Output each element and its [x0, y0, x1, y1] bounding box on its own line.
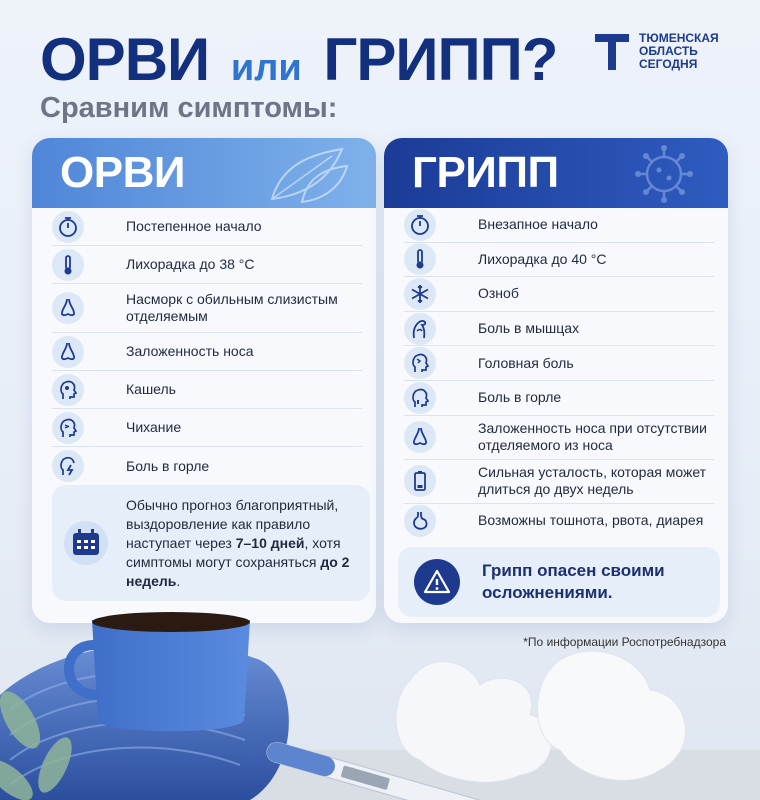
list-item	[52, 371, 362, 409]
symptom-text: Насморк с обильным слизистым отделяемым	[126, 291, 338, 324]
coffee-cup	[92, 620, 250, 731]
logo-text	[639, 32, 719, 71]
brand-logo	[595, 32, 719, 71]
list-item	[404, 277, 714, 312]
list-item	[404, 504, 714, 539]
stomach-icon	[404, 505, 436, 537]
orvi-card-title	[32, 138, 376, 208]
symptom-text: Лихорадка до 40 °C	[478, 250, 607, 267]
title-or: или	[230, 47, 302, 89]
list-item	[404, 312, 714, 347]
calendar-icon	[64, 521, 108, 565]
nose-icon	[52, 292, 84, 324]
page-title	[40, 28, 557, 100]
symptom-text: Головная боль	[478, 354, 574, 371]
list-item	[52, 208, 362, 246]
symptom-text: Заложенность носа	[126, 343, 254, 359]
orvi-symptom-list	[32, 208, 376, 485]
orvi-prognosis-note	[52, 485, 370, 601]
symptom-text: Чихание	[126, 419, 182, 435]
symptom-text: Сильная усталость, которая может длиться до двух недель	[478, 464, 707, 498]
orvi-note-text	[126, 496, 370, 591]
list-item	[404, 460, 714, 504]
title-orvi: ОРВИ	[40, 26, 210, 93]
symptom-text: Постепенное начало	[126, 218, 262, 234]
logo-line-3: СЕГОДНЯ	[639, 57, 698, 71]
list-item	[404, 346, 714, 381]
logo-line-2: ОБЛАСТЬ	[639, 44, 698, 58]
snowflake-icon	[404, 278, 436, 310]
thermometer-icon	[52, 249, 84, 281]
symptom-text: Лихорадка до 38 °C	[126, 256, 255, 272]
logo-t-icon	[595, 34, 631, 70]
virus-decoration-icon	[614, 144, 704, 204]
thermometer-icon	[404, 243, 436, 275]
note-part: , хотя симптомы могут сохраняться	[126, 534, 341, 570]
stopwatch-icon	[404, 209, 436, 241]
list-item	[52, 333, 362, 371]
warning-icon	[414, 559, 460, 605]
symptom-text: Озноб	[478, 285, 519, 302]
note-part: .	[176, 572, 181, 589]
battery-icon	[404, 465, 436, 497]
leaf-decoration-icon	[262, 144, 352, 204]
gripp-card	[384, 138, 728, 623]
symptom-text: Боль в мышцах	[478, 320, 580, 337]
symptom-text: Заложенность носа при отсутствии отделяемого из носа	[478, 420, 707, 454]
gripp-title-text: ГРИПП	[412, 148, 559, 197]
logo-line-1: ТЮМЕНСКАЯ	[639, 31, 719, 45]
symptom-text: Внезапное начало	[478, 216, 598, 233]
sore-throat-icon	[52, 450, 84, 482]
warning-text: Грипп опасен своими осложнениями.	[482, 561, 665, 602]
list-item	[404, 243, 714, 278]
list-item	[52, 409, 362, 447]
note-duration-bold: до 2 недель	[126, 553, 350, 589]
nose-icon	[52, 336, 84, 368]
symptom-text: Боль в горле	[478, 389, 562, 406]
gripp-card-title	[384, 138, 728, 208]
nose-icon	[404, 421, 436, 453]
list-item	[404, 208, 714, 243]
list-item	[52, 284, 362, 333]
muscle-icon	[404, 313, 436, 345]
throat-head-icon	[404, 382, 436, 414]
symptom-text: Возможны тошнота, рвота, диарея	[478, 512, 704, 529]
note-part: Обычно прогноз благоприятный, выздоровление как правило наступает через	[126, 496, 339, 551]
page-subtitle: Сравним симптомы:	[40, 92, 338, 124]
title-gripp: ГРИПП?	[323, 26, 558, 93]
symptom-text: Кашель	[126, 381, 176, 397]
note-duration-bold: 7–10 дней	[235, 534, 305, 551]
cozy-scene-illustration	[0, 600, 760, 800]
stopwatch-icon	[52, 211, 84, 243]
list-item	[52, 447, 362, 485]
cough-head-icon	[52, 374, 84, 406]
source-note: *По информации Роспотребнадзора	[523, 635, 726, 649]
list-item	[404, 381, 714, 416]
orvi-title-text: ОРВИ	[60, 148, 185, 197]
list-item	[404, 416, 714, 460]
sneeze-head-icon	[52, 412, 84, 444]
list-item	[52, 246, 362, 284]
gripp-symptom-list	[384, 208, 728, 538]
head-icon	[404, 347, 436, 379]
orvi-card	[32, 138, 376, 623]
symptom-text: Боль в горле	[126, 457, 210, 474]
